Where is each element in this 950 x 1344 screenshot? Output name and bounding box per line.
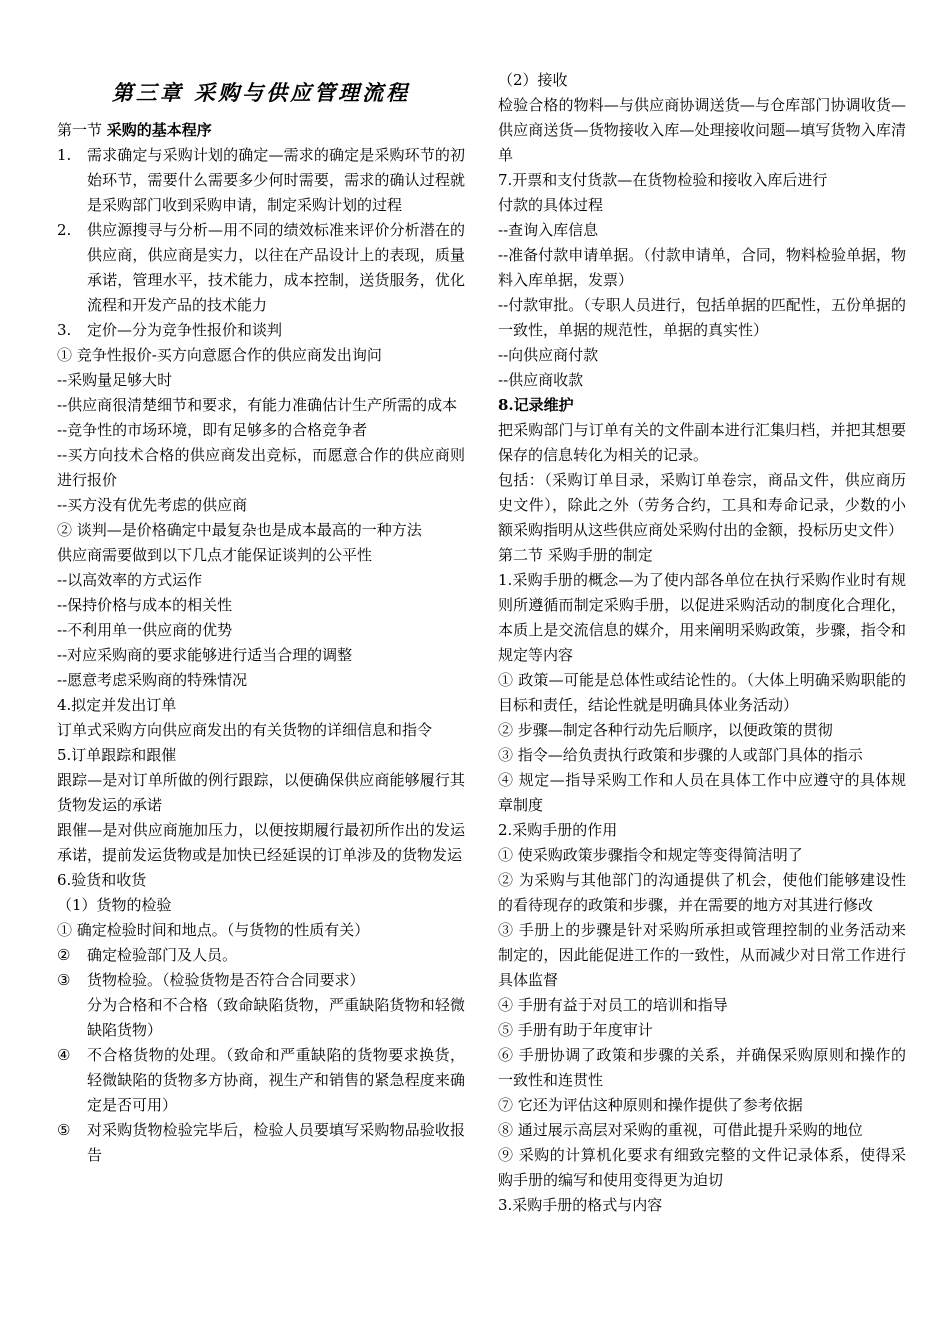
item-number: ④	[57, 1046, 71, 1064]
section-number: 第一节	[57, 121, 103, 139]
paragraph-line: --对应采购商的要求能够进行适当合理的调整	[57, 646, 353, 664]
left-column	[57, 68, 465, 1168]
numbered-item	[57, 1043, 465, 1118]
paragraph-line: --付款审批。（专职人员进行，包括单据的匹配性，五份单据的一致性，单据的规范性，单据的真实性）	[498, 296, 906, 339]
item-number: ②	[57, 946, 71, 964]
paragraph-line: --竞争性的市场环境，即有足够多的合格竞争者	[57, 421, 368, 439]
paragraph-line: 付款的具体过程	[498, 196, 604, 214]
item-number: ⑤	[57, 1121, 71, 1139]
item-number: ③	[57, 971, 71, 989]
paragraph-line: ④ 规定—指导采购工作和人员在具体工作中应遵守的具体规章制度	[498, 771, 906, 814]
paragraph-line: ① 使采购政策步骤指令和规定等变得简洁明了	[498, 846, 803, 864]
paragraph-line: ⑨ 采购的计算机化要求有细致完整的文件记录体系，使得采购手册的编写和使用变得更为迫切	[498, 1146, 906, 1189]
subheading: 2.采购手册的作用	[498, 821, 618, 839]
paragraph-line: 订单式采购方向供应商发出的有关货物的详细信息和指令	[57, 721, 433, 739]
paragraph-line: --买方向技术合格的供应商发出竞标，而愿意合作的供应商则进行报价	[57, 446, 465, 489]
paragraph-line: 供应商需要做到以下几点才能保证谈判的公平性	[57, 546, 373, 564]
numbered-item	[57, 218, 465, 318]
right-column	[498, 68, 906, 1218]
item-number: 1.	[57, 146, 72, 164]
section-title: 采购的基本程序	[106, 121, 212, 139]
paragraph-line: --供应商很清楚细节和要求，有能力准确估计生产所需的成本	[57, 396, 458, 414]
paragraph-line: ① 政策—可能是总体性或结论性的。（大体上明确采购职能的目标和责任，结论性就是明确具体业务活动）	[498, 671, 906, 714]
paragraph-line: （1）货物的检验	[57, 896, 172, 914]
item-text: 定价—分为竞争性报价和谈判	[87, 321, 283, 339]
paragraph-line: ⑦ 它还为评估这种原则和操作提供了参考依据	[498, 1096, 803, 1114]
bold-subheading: 8.记录维护	[498, 396, 574, 414]
numbered-item	[57, 943, 465, 968]
paragraph-line: --保持价格与成本的相关性	[57, 596, 233, 614]
subheading: 5.订单跟踪和跟催	[57, 746, 177, 764]
paragraph-line: ⑧ 通过展示高层对采购的重视，可借此提升采购的地位	[498, 1121, 863, 1139]
numbered-item	[57, 143, 465, 218]
paragraph-line: 包括：（采购订单目录，采购订单卷宗，商品文件，供应商历史文件），除此之外（劳务合约，工具和寿命记录，少数的小额采购指明从这些供应商处采购付出的金额，投标历史文件）	[498, 471, 906, 539]
item-text: 对采购货物检验完毕后，检验人员要填写采购物品验收报告	[87, 1121, 465, 1164]
paragraph-line: --准备付款申请单据。（付款申请单，合同，物料检验单据，物料入库单据，发票）	[498, 246, 906, 289]
paragraph-line: --不利用单一供应商的优势	[57, 621, 233, 639]
subheading: 7.开票和支付货款—在货物检验和接收入库后进行	[498, 171, 828, 189]
paragraph-line: --愿意考虑采购商的特殊情况	[57, 671, 248, 689]
paragraph-line: ① 确定检验时间和地点。（与货物的性质有关）	[57, 921, 370, 939]
paragraph-line: ① 竞争性报价-买方向意愿合作的供应商发出询问	[57, 346, 382, 364]
chapter-title: 第三章 采购与供应管理流程	[111, 80, 411, 105]
section-heading: 第二节 采购手册的制定	[498, 546, 653, 564]
paragraph-line: ② 步骤—制定各种行动先后顺序，以便政策的贯彻	[498, 721, 833, 739]
paragraph-line: --查询入库信息	[498, 221, 599, 239]
paragraph-line: 把采购部门与订单有关的文件副本进行汇集归档，并把其想要保存的信息转化为相关的记录。	[498, 421, 906, 464]
item-number: 2.	[57, 221, 72, 239]
numbered-item	[57, 1118, 465, 1168]
item-text: 确定检验部门及人员。	[87, 946, 238, 964]
indented-text: 分为合格和不合格（致命缺陷货物，严重缺陷货物和轻微缺陷货物）	[87, 996, 465, 1039]
section-heading	[57, 118, 465, 143]
paragraph-line: ⑥ 手册协调了政策和步骤的关系，并确保采购原则和操作的一致性和连贯性	[498, 1046, 906, 1089]
item-number: 3.	[57, 321, 72, 339]
paragraph-line: ③ 手册上的步骤是针对采购所承担或管理控制的业务活动来制定的，因此能促进工作的一致性，从而减少对日常工作进行具体监督	[498, 921, 906, 989]
paragraph-line: 检验合格的物料—与供应商协调送货—与仓库部门协调收货—供应商送货—货物接收入库—处理接收问题—填写货物入库清单	[498, 96, 906, 164]
subheading: 3.采购手册的格式与内容	[498, 1196, 663, 1214]
paragraph-line: --买方没有优先考虑的供应商	[57, 496, 248, 514]
paragraph-line: 1.采购手册的概念—为了使内部各单位在执行采购作业时有规则所遵循而制定采购手册，以促进采购活动的制度化合理化，本质上是交流信息的媒介，用来阐明采购政策，步骤，指令和规定等内容	[498, 571, 906, 664]
subheading: 4.拟定并发出订单	[57, 696, 177, 714]
item-text: 货物检验。（检验货物是否符合合同要求）	[87, 971, 365, 989]
paragraph-line: （2）接收	[498, 71, 568, 89]
paragraph-line: ④ 手册有益于对员工的培训和指导	[498, 996, 728, 1014]
numbered-item	[57, 968, 465, 993]
paragraph-line: 跟踪—是对订单所做的例行跟踪，以便确保供应商能够履行其货物发运的承诺	[57, 771, 465, 814]
paragraph-line: --向供应商付款	[498, 346, 599, 364]
paragraph-line: 跟催—是对供应商施加压力，以便按期履行最初所作出的发运承诺，提前发运货物或是加快已经延误的订单涉及的货物发运	[57, 821, 465, 864]
paragraph-line: ② 为采购与其他部门的沟通提供了机会，使他们能够建设性的看待现存的政策和步骤，并在需要的地方对其进行修改	[498, 871, 906, 914]
subheading: 6.验货和收货	[57, 871, 147, 889]
numbered-item	[57, 318, 465, 343]
paragraph-line: ⑤ 手册有助于年度审计	[498, 1021, 653, 1039]
paragraph-line: ③ 指令—给负责执行政策和步骤的人或部门具体的指示	[498, 746, 863, 764]
item-text: 供应源搜寻与分析—用不同的绩效标准来评价分析潜在的供应商，供应商是实力，以往在产品设计上的表现，质量承诺，管理水平，技术能力，成本控制，送货服务，优化流程和开发产品的技术能力	[87, 221, 465, 314]
paragraph-line: ② 谈判—是价格确定中最复杂也是成本最高的一种方法	[57, 521, 422, 539]
item-text: 需求确定与采购计划的确定—需求的确定是采购环节的初始环节，需要什么需要多少何时需要，需求的确认过程就是采购部门收到采购申请，制定采购计划的过程	[87, 146, 465, 214]
paragraph-line: --以高效率的方式运作	[57, 571, 203, 589]
paragraph-line: --采购量足够大时	[57, 371, 173, 389]
item-text: 不合格货物的处理。（致命和严重缺陷的货物要求换货，轻微缺陷的货物多方协商，视生产和销售的紧急程度来确定是否可用）	[87, 1046, 465, 1114]
paragraph-line: --供应商收款	[498, 371, 584, 389]
